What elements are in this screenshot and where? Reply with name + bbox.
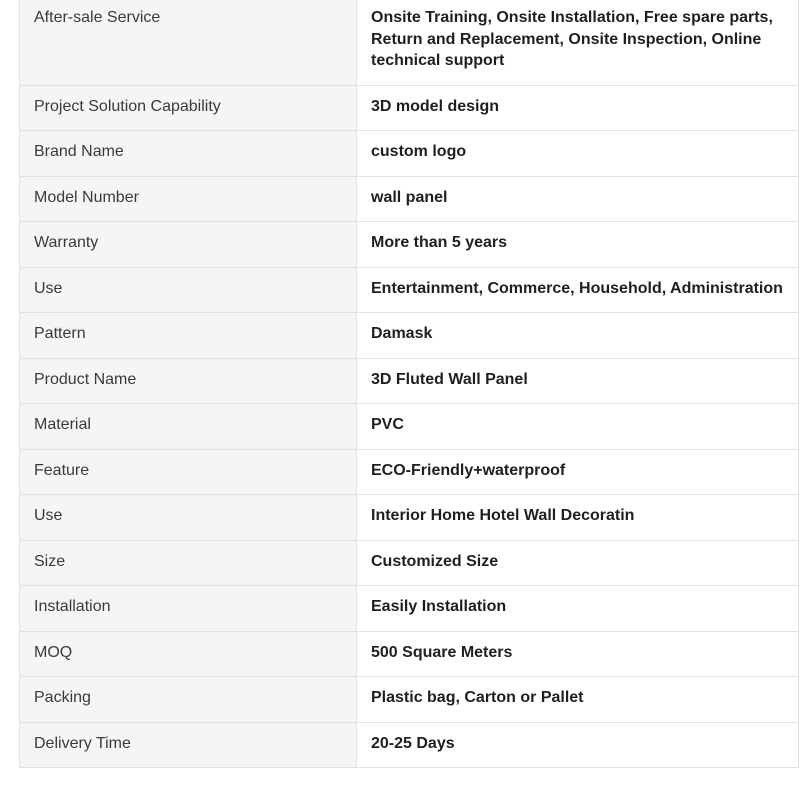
attribute-key: MOQ [20,631,357,677]
table-row [20,586,799,632]
attribute-value: wall panel [357,176,799,222]
attribute-key: Brand Name [20,131,357,177]
attribute-value: Entertainment, Commerce, Household, Administration [357,267,799,313]
table-row [20,677,799,723]
table-row [20,85,799,131]
attribute-key: Pattern [20,313,357,359]
table-row [20,540,799,586]
table-row [20,449,799,495]
table-row [20,404,799,450]
attribute-key: Use [20,267,357,313]
attribute-value: 3D Fluted Wall Panel [357,358,799,404]
attribute-value: 3D model design [357,85,799,131]
attribute-value: custom logo [357,131,799,177]
table-row [20,131,799,177]
attribute-value: Interior Home Hotel Wall Decoratin [357,495,799,541]
attribute-value: Easily Installation [357,586,799,632]
attribute-key: Warranty [20,222,357,268]
table-row [20,631,799,677]
attribute-value: Customized Size [357,540,799,586]
table-row [20,313,799,359]
attribute-value: 20-25 Days [357,722,799,768]
table-row [20,0,799,85]
table-row [20,358,799,404]
table-row [20,176,799,222]
attribute-key: After-sale Service [20,0,357,85]
attribute-value: Onsite Training, Onsite Installation, Free spare parts, Return and Replacement, Onsite Inspection, Online technical support [357,0,799,85]
attribute-key: Installation [20,586,357,632]
product-attributes-table [19,0,799,768]
attribute-key: Model Number [20,176,357,222]
table-row [20,495,799,541]
attribute-key: Size [20,540,357,586]
attribute-key: Packing [20,677,357,723]
attribute-key: Use [20,495,357,541]
attribute-key: Delivery Time [20,722,357,768]
attribute-value: PVC [357,404,799,450]
attribute-key: Project Solution Capability [20,85,357,131]
product-attributes-table-wrapper [19,0,798,768]
table-row [20,722,799,768]
attribute-key: Product Name [20,358,357,404]
attribute-key: Material [20,404,357,450]
attribute-value: Plastic bag, Carton or Pallet [357,677,799,723]
attribute-value: ECO-Friendly+waterproof [357,449,799,495]
attribute-value: 500 Square Meters [357,631,799,677]
attribute-value: Damask [357,313,799,359]
table-row [20,267,799,313]
attribute-value: More than 5 years [357,222,799,268]
table-row [20,222,799,268]
attribute-key: Feature [20,449,357,495]
